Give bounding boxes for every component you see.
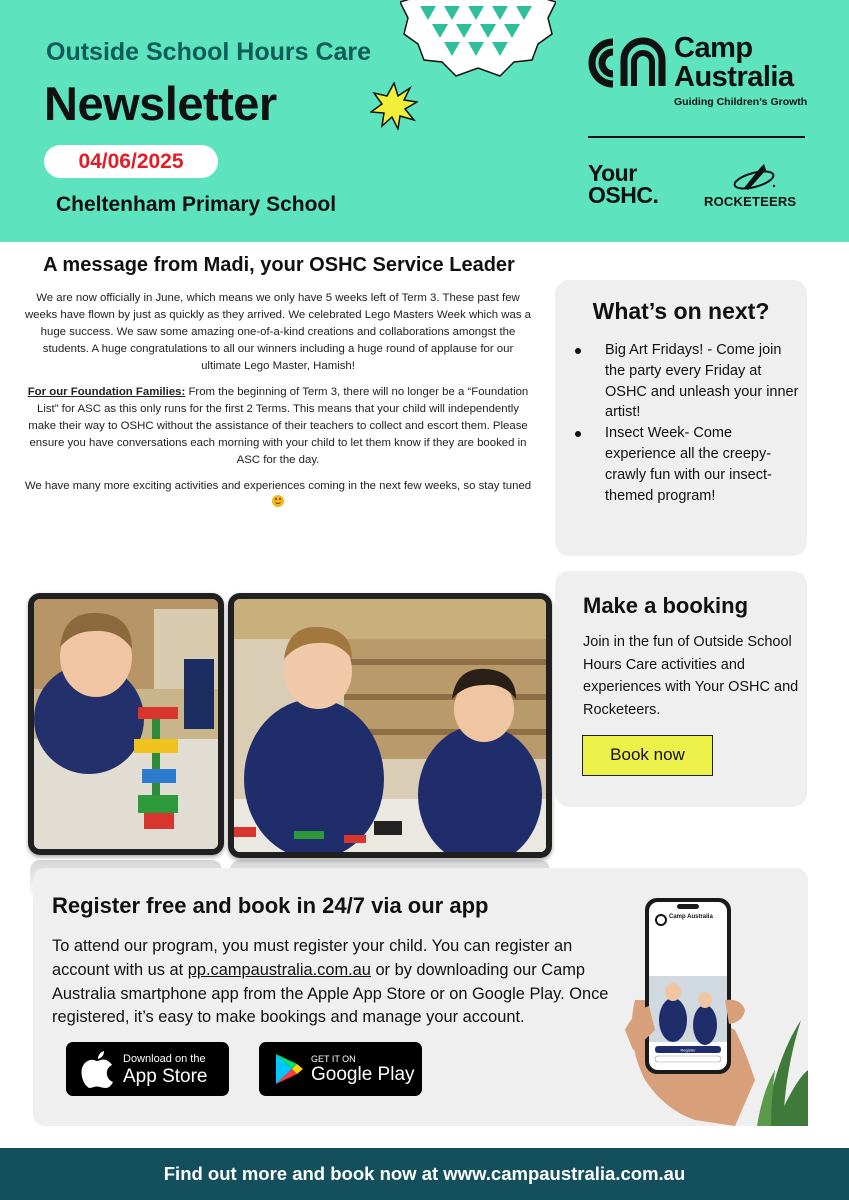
smiley-icon: [272, 495, 284, 507]
foundation-families-label: For our Foundation Families:: [27, 386, 186, 398]
header-banner: [0, 0, 849, 242]
camp-australia-logo-icon: [586, 36, 668, 90]
phone-in-hand-image: [625, 880, 808, 1126]
whats-next-title: What’s on next?: [592, 298, 770, 324]
booking-text: Join in the fun of Outside School Hours Care activities and experiences with Your OSHC and Rocketeers.: [583, 634, 799, 718]
whats-next-list: [605, 340, 801, 506]
your-oshc-line1: Your: [588, 160, 637, 186]
list-item-text: Big Art Fridays! - Come join the party every Friday at OSHC and unleash your inner artist!: [605, 342, 799, 421]
brand-name-line2: Australia: [674, 61, 794, 93]
app-store-small-text: Download on the: [123, 1053, 206, 1065]
book-now-button[interactable]: Book now: [582, 735, 713, 776]
foundation-families-text: From the beginning of Term 3, there will no longer be a “Foundation List” for ASC as this only runs for the first 2 Terms. This means that your child will independently make their way to OSHC without the assistance of their teachers to collect and escort them. Please ensure you have conversations each morning with your child to let them know if they are booked in ASC for the day.: [28, 386, 529, 466]
apple-icon: [80, 1049, 116, 1089]
newsletter-title: Newsletter: [44, 77, 277, 130]
rocketeers-logo: [704, 162, 806, 210]
footer-link-text[interactable]: Find out more and book now at www.campaustralia.com.au: [163, 1163, 686, 1184]
registration-link[interactable]: pp.campaustralia.com.au: [187, 960, 371, 979]
app-promo-text: [52, 935, 627, 1030]
sunburst-icon: [370, 82, 418, 130]
lego-photo-2-image: [234, 599, 546, 852]
lego-photo-2: [228, 593, 552, 858]
date-badge: 04/06/2025: [44, 145, 218, 178]
app-store-big-text: App Store: [123, 1066, 208, 1087]
your-oshc-logo: [588, 162, 658, 206]
app-text-after: or by downloading our Camp Australia smartphone app from the Apple App Store or on Google Play. Once registered, it’s easy to make bookings and manage your account.: [52, 960, 609, 1027]
app-store-button[interactable]: [66, 1042, 229, 1096]
camp-australia-logo: [586, 34, 816, 114]
newsletter-subtitle: Outside School Hours Care: [46, 38, 372, 66]
list-item: [605, 423, 801, 506]
google-play-icon: [274, 1053, 304, 1085]
booking-card: [555, 571, 807, 807]
phone-register-button: Register: [680, 1047, 696, 1053]
lego-photo-1: [28, 593, 224, 855]
rocket-icon: [704, 162, 806, 194]
whats-next-card: [555, 280, 807, 556]
phone-illustration: [625, 880, 808, 1131]
brand-name: [674, 34, 794, 92]
header-divider: [588, 136, 805, 138]
message-paragraph-2: [22, 384, 534, 469]
decorative-star-icon: [400, 0, 556, 84]
lego-photo-1-image: [34, 599, 218, 849]
google-play-button[interactable]: [259, 1042, 422, 1096]
rocketeers-wordmark: ROCKETEERS: [704, 194, 797, 209]
bullet-icon: [575, 348, 581, 354]
school-name: Cheltenham Primary School: [56, 193, 337, 216]
phone-brand-text: Camp Australia: [669, 914, 713, 920]
your-oshc-line2: OSHC.: [588, 182, 659, 208]
google-play-small-text: GET IT ON: [311, 1054, 356, 1064]
message-paragraph-1: We are now officially in June, which means we only have 5 weeks left of Term 3. These past few weeks have flown by just as quickly as they arrived. We celebrated Lego Masters Week which was a huge success. We saw some amazing one-of-a-kind creations and collaborations amongst the students. A huge congratulations to all our winners including a huge round of applause for our ultimate Lego Master, Hamish!: [24, 292, 532, 372]
app-promo-title: Register free and book in 24/7 via our app: [52, 893, 489, 918]
message-paragraph-3-text: We have many more exciting activities and experiences coming in the next few weeks, so stay tuned: [24, 480, 532, 492]
brand-tagline: Guiding Children’s Growth: [674, 96, 808, 108]
footer-bar: [0, 1148, 849, 1200]
google-play-big-text: Google Play: [311, 1064, 415, 1085]
booking-title: Make a booking: [583, 593, 749, 618]
list-item-text: Insect Week- Come experience all the creepy-crawly fun with our insect-themed program!: [605, 425, 772, 504]
message-paragraph-3: [22, 478, 534, 512]
message-title: A message from Madi, your OSHC Service Leader: [43, 254, 515, 276]
list-item: [605, 340, 801, 423]
brand-name-line1: Camp: [674, 32, 753, 64]
bullet-icon: [575, 431, 581, 437]
app-text-before: To attend our program, you must register your child. You can register an account with us at: [52, 937, 573, 979]
message-body: [22, 290, 534, 521]
